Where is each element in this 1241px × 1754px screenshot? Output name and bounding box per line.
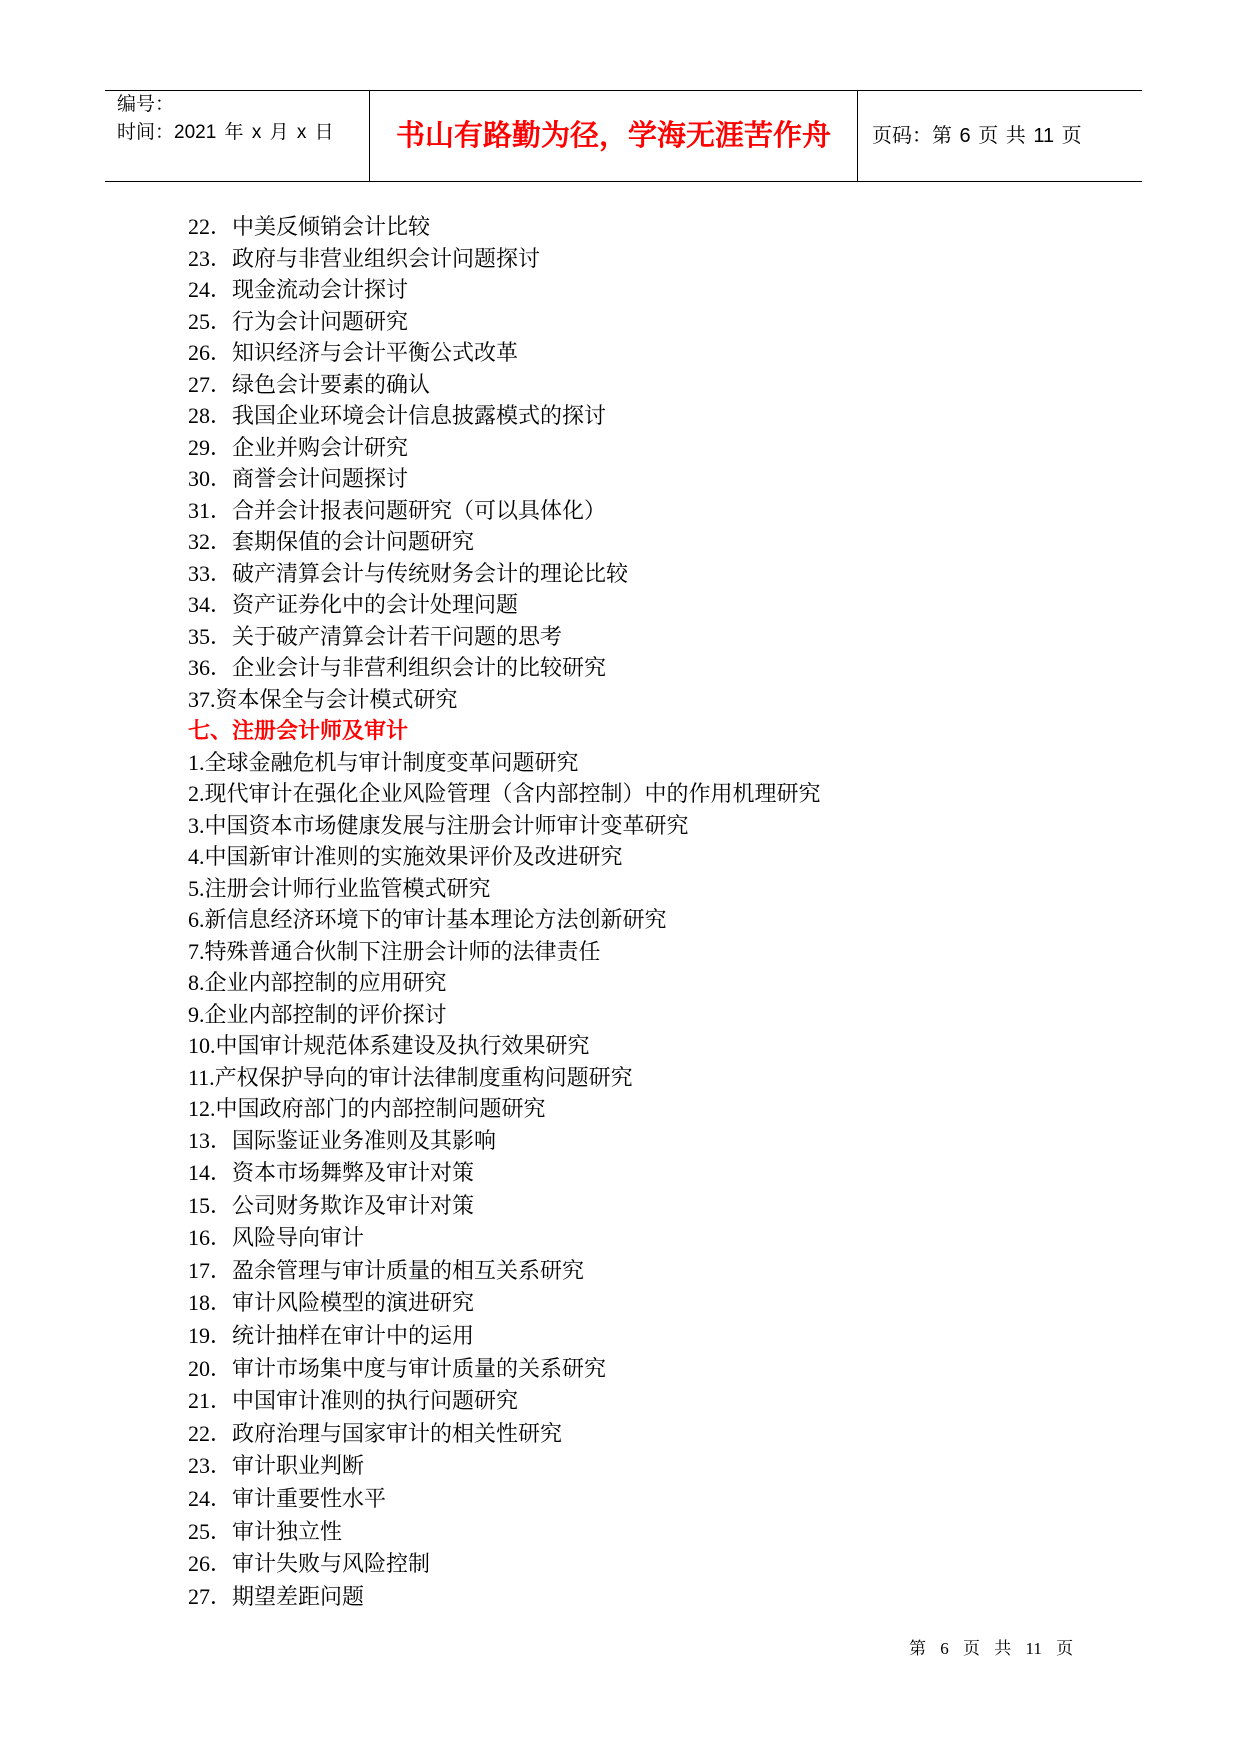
header-page-info: 页码：第 6 页 共 11 页 (872, 125, 1082, 147)
topic-item: 8.企业内部控制的应用研究 (188, 970, 447, 995)
topic-item: 7.特殊普通合伙制下注册会计师的法律责任 (188, 938, 601, 964)
header-table (105, 90, 1142, 182)
topic-item: 2.现代审计在强化企业风险管理（含内部控制）中的作用机理研究 (188, 781, 821, 806)
topic-item: 33．破产清算会计与传统财务会计的理论比较 (188, 560, 629, 586)
topic-item: 27．绿色会计要素的确认 (188, 371, 431, 397)
topic-item: 20．审计市场集中度与审计质量的关系研究 (188, 1355, 607, 1381)
topic-item: 4.中国新审计准则的实施效果评价及改进研究 (188, 844, 623, 869)
topic-item: 23．政府与非营业组织会计问题探讨 (188, 245, 541, 271)
topic-item: 26．审计失败与风险控制 (188, 1551, 431, 1577)
document-number-label: 编号： (117, 94, 175, 115)
topic-item: 30．商誉会计问题探讨 (188, 466, 409, 491)
document-time-label: 时间：2021 年 x 月 x 日 (117, 122, 334, 143)
topic-item: 15．公司财务欺诈及审计对策 (188, 1192, 475, 1218)
topic-item: 25．审计独立性 (188, 1518, 343, 1544)
topic-item: 24．审计重要性水平 (188, 1486, 387, 1512)
topic-item: 10.中国审计规范体系建设及执行效果研究 (188, 1033, 590, 1058)
topic-item: 24．现金流动会计探讨 (188, 277, 409, 302)
topic-item: 37.资本保全与会计模式研究 (188, 686, 458, 712)
topic-item: 28．我国企业环境会计信息披露模式的探讨 (188, 403, 607, 428)
topic-item: 19．统计抽样在审计中的运用 (188, 1323, 475, 1349)
topic-item: 23．审计职业判断 (188, 1453, 365, 1479)
topic-item: 13．国际鉴证业务准则及其影响 (188, 1127, 497, 1153)
topic-item: 27．期望差距问题 (188, 1583, 365, 1609)
topic-item: 16．风险导向审计 (188, 1225, 365, 1251)
topic-item: 34．资产证券化中的会计处理问题 (188, 592, 519, 617)
topic-item: 17．盈余管理与审计质量的相互关系研究 (188, 1257, 585, 1283)
topic-item: 25．行为会计问题研究 (188, 308, 409, 334)
topic-item: 1.全球金融危机与审计制度变革问题研究 (188, 749, 579, 775)
topic-item: 11.产权保护导向的审计法律制度重构问题研究 (188, 1064, 633, 1090)
topic-item: 21．中国审计准则的执行问题研究 (188, 1388, 519, 1414)
topic-item: 31．合并会计报表问题研究（可以具体化） (188, 497, 607, 523)
topic-item: 22．政府治理与国家审计的相关性研究 (188, 1420, 563, 1446)
topic-list (188, 211, 1148, 1613)
topic-item: 18．审计风险模型的演进研究 (188, 1290, 475, 1316)
topic-item: 12.中国政府部门的内部控制问题研究 (188, 1096, 546, 1121)
header-page-cell (858, 91, 1142, 181)
topic-item: 22．中美反倾销会计比较 (188, 214, 431, 239)
topic-item: 32．套期保值的会计问题研究 (188, 529, 475, 554)
topic-item: 36．企业会计与非营利组织会计的比较研究 (188, 655, 607, 680)
topic-item: 35．关于破产清算会计若干问题的思考 (188, 623, 563, 649)
topic-item: 26．知识经济与会计平衡公式改革 (188, 340, 519, 365)
section-heading: 七、注册会计师及审计 (188, 718, 409, 743)
header-motto: 书山有路勤为径，学海无涯苦作舟 (395, 120, 831, 152)
header-info-cell (105, 91, 369, 181)
topic-item: 29．企业并购会计研究 (188, 434, 409, 460)
header-motto-cell (369, 91, 858, 181)
topic-item: 14．资本市场舞弊及审计对策 (188, 1160, 475, 1186)
page-footer-number: 第 6 页 共 11 页 (909, 1639, 1074, 1658)
topic-item: 3.中国资本市场健康发展与注册会计师审计变革研究 (188, 812, 689, 838)
topic-item: 9.企业内部控制的评价探讨 (188, 1001, 447, 1027)
topic-item: 6.新信息经济环境下的审计基本理论方法创新研究 (188, 907, 667, 932)
topic-item: 5.注册会计师行业监管模式研究 (188, 875, 491, 901)
